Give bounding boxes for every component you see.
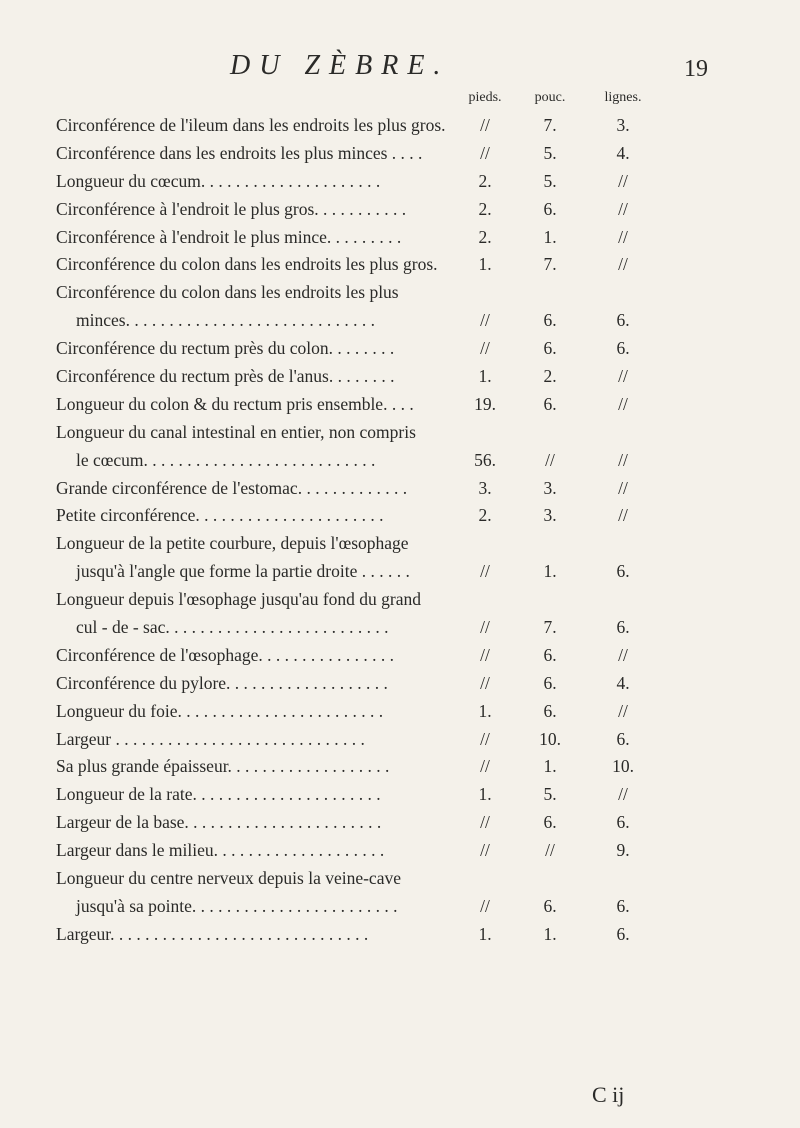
- table-row: [0, 475, 800, 503]
- table-row: [0, 224, 800, 252]
- value-lignes: 6.: [616, 895, 630, 916]
- value-pieds: 2.: [478, 226, 492, 247]
- row-label: Petite circonférence. . . . . . . . . . . . . . . . . . . . . .: [56, 505, 384, 526]
- row-label: Longueur du colon & du rectum pris ensemble. . . .: [56, 393, 414, 414]
- column-header-lignes: lignes.: [604, 90, 642, 105]
- row-label: Circonférence du rectum près du colon. . . . . . . .: [56, 338, 395, 359]
- value-pieds: //: [480, 728, 490, 749]
- value-pieds: //: [480, 756, 490, 777]
- table-row: [0, 530, 800, 558]
- value-pieds: 2.: [478, 170, 492, 191]
- value-lignes: 4.: [616, 142, 630, 163]
- value-lignes: 6.: [616, 338, 630, 359]
- value-lignes: 6.: [616, 812, 630, 833]
- value-lignes: //: [618, 254, 628, 275]
- value-lignes: //: [618, 393, 628, 414]
- value-pouces: 6.: [543, 812, 557, 833]
- table-row: [0, 642, 800, 670]
- table-row: [0, 753, 800, 781]
- value-pouces: 6.: [543, 310, 557, 331]
- row-label: jusqu'à sa pointe. . . . . . . . . . . . . . . . . . . . . . . .: [76, 895, 398, 916]
- row-label: Circonférence du colon dans les endroits les plus: [56, 282, 399, 303]
- value-pieds: //: [480, 840, 490, 861]
- row-label: Longueur du centre nerveux depuis la veine-cave: [56, 868, 401, 889]
- table-row: [0, 558, 800, 586]
- value-lignes: //: [618, 449, 628, 470]
- table-row: [0, 698, 800, 726]
- value-pieds: //: [480, 672, 490, 693]
- value-pouces: 6.: [543, 700, 557, 721]
- value-pouces: 7.: [543, 115, 557, 135]
- value-pieds: 56.: [474, 449, 496, 470]
- value-lignes: //: [618, 170, 628, 191]
- table-row: [0, 447, 800, 475]
- table-row: [0, 865, 800, 893]
- value-pieds: //: [480, 644, 490, 665]
- value-pieds: 1.: [478, 254, 492, 275]
- value-pouces: 6.: [543, 198, 557, 219]
- value-pouces: //: [545, 449, 555, 470]
- row-label: Longueur depuis l'œsophage jusqu'au fond du grand: [56, 589, 421, 610]
- value-pouces: 6.: [543, 644, 557, 665]
- value-lignes: //: [618, 226, 628, 247]
- row-label: Circonférence de l'œsophage. . . . . . . . . . . . . . . .: [56, 644, 394, 665]
- table-row: [0, 586, 800, 614]
- running-head: [0, 50, 800, 90]
- value-lignes: 6.: [616, 923, 630, 944]
- table-row: [0, 391, 800, 419]
- value-pieds: 1.: [478, 366, 492, 387]
- row-label: minces. . . . . . . . . . . . . . . . . . . . . . . . . . . . .: [76, 310, 375, 331]
- value-pouces: 6.: [543, 672, 557, 693]
- value-lignes: 9.: [616, 840, 630, 861]
- value-lignes: //: [618, 784, 628, 805]
- signature-mark: C ij: [592, 1082, 625, 1107]
- row-label: Grande circonférence de l'estomac. . . . . . . . . . . . .: [56, 477, 408, 498]
- page-title: DU ZÈBRE.: [230, 50, 450, 81]
- value-pieds: //: [480, 617, 490, 638]
- value-pieds: 1.: [478, 923, 492, 944]
- table-row: [0, 614, 800, 642]
- value-pouces: 5.: [543, 142, 557, 163]
- table-row: [0, 140, 800, 168]
- value-lignes: //: [618, 644, 628, 665]
- table-row: [0, 809, 800, 837]
- table-row: [0, 279, 800, 307]
- value-pouces: 5.: [543, 784, 557, 805]
- row-label: Circonférence à l'endroit le plus mince. . . . . . . . .: [56, 226, 402, 247]
- row-label: jusqu'à l'angle que forme la partie droite . . . . . .: [76, 561, 410, 582]
- value-pouces: 1.: [543, 226, 557, 247]
- value-pieds: 1.: [478, 700, 492, 721]
- table-row: [0, 726, 800, 754]
- value-pouces: 7.: [543, 617, 557, 638]
- value-lignes: 10.: [612, 756, 634, 777]
- table-row: [0, 837, 800, 865]
- row-label: le cœcum. . . . . . . . . . . . . . . . . . . . . . . . . . .: [76, 449, 376, 470]
- value-pieds: 19.: [474, 393, 496, 414]
- row-label: Largeur . . . . . . . . . . . . . . . . . . . . . . . . . . . . .: [56, 728, 365, 749]
- value-lignes: //: [618, 366, 628, 387]
- table-row: [0, 251, 800, 279]
- table-row: [0, 335, 800, 363]
- row-label: Longueur de la petite courbure, depuis l'œsophage: [56, 533, 409, 554]
- value-pouces: 1.: [543, 756, 557, 777]
- value-pieds: //: [480, 310, 490, 331]
- row-label: Longueur de la rate. . . . . . . . . . . . . . . . . . . . . .: [56, 784, 381, 805]
- table-row: [0, 419, 800, 447]
- value-pouces: 10.: [539, 728, 561, 749]
- value-lignes: 4.: [616, 672, 630, 693]
- table-row: [0, 112, 800, 140]
- value-pouces: 3.: [543, 477, 557, 498]
- value-pieds: //: [480, 561, 490, 582]
- row-label: Longueur du cœcum. . . . . . . . . . . . . . . . . . . . .: [56, 170, 381, 191]
- value-pieds: //: [480, 115, 490, 135]
- value-pouces: //: [545, 840, 555, 861]
- value-pieds: //: [480, 895, 490, 916]
- value-pouces: 3.: [543, 505, 557, 526]
- table-row: [0, 363, 800, 391]
- row-label: Largeur dans le milieu. . . . . . . . . . . . . . . . . . . .: [56, 840, 385, 861]
- row-label: cul - de - sac. . . . . . . . . . . . . . . . . . . . . . . . . .: [76, 617, 389, 638]
- measurement-table: [0, 112, 800, 949]
- row-label: Longueur du foie. . . . . . . . . . . . . . . . . . . . . . . .: [56, 700, 384, 721]
- row-label: Circonférence du colon dans les endroits les plus gros.: [56, 254, 438, 275]
- column-headers: [0, 90, 800, 110]
- value-pieds: //: [480, 142, 490, 163]
- table-row: [0, 893, 800, 921]
- value-lignes: //: [618, 477, 628, 498]
- row-label: Largeur de la base. . . . . . . . . . . . . . . . . . . . . . .: [56, 812, 382, 833]
- value-lignes: 6.: [616, 561, 630, 582]
- table-row: [0, 921, 800, 949]
- value-pieds: 1.: [478, 784, 492, 805]
- value-lignes: //: [618, 505, 628, 526]
- value-pouces: 1.: [543, 561, 557, 582]
- row-label: Longueur du canal intestinal en entier, non compris: [56, 421, 416, 442]
- table-row: [0, 168, 800, 196]
- value-pouces: 2.: [543, 366, 557, 387]
- table-row: [0, 196, 800, 224]
- value-lignes: 6.: [616, 617, 630, 638]
- value-pouces: 6.: [543, 338, 557, 359]
- value-lignes: //: [618, 198, 628, 219]
- row-label: Sa plus grande épaisseur. . . . . . . . . . . . . . . . . . .: [56, 756, 390, 777]
- value-pieds: 2.: [478, 505, 492, 526]
- value-lignes: 6.: [616, 728, 630, 749]
- value-pieds: //: [480, 338, 490, 359]
- row-label: Circonférence du pylore. . . . . . . . . . . . . . . . . . .: [56, 672, 388, 693]
- row-label: Circonférence à l'endroit le plus gros. . . . . . . . . . .: [56, 198, 407, 219]
- value-pouces: 1.: [543, 923, 557, 944]
- row-label: Circonférence de l'ileum dans les endroits les plus gros.: [56, 115, 446, 135]
- column-header-pieds: pieds.: [468, 90, 502, 105]
- value-lignes: 3.: [616, 115, 630, 135]
- value-lignes: //: [618, 700, 628, 721]
- table-row: [0, 670, 800, 698]
- page-number: 19: [684, 56, 708, 82]
- value-pieds: 3.: [478, 477, 492, 498]
- value-pouces: 6.: [543, 393, 557, 414]
- table-row: [0, 502, 800, 530]
- row-label: Circonférence du rectum près de l'anus. . . . . . . .: [56, 366, 395, 387]
- table-row: [0, 307, 800, 335]
- value-pieds: 2.: [478, 198, 492, 219]
- value-pieds: //: [480, 812, 490, 833]
- value-pouces: 7.: [543, 254, 557, 275]
- value-pouces: 5.: [543, 170, 557, 191]
- row-label: Circonférence dans les endroits les plus minces . . . .: [56, 142, 423, 163]
- value-pouces: 6.: [543, 895, 557, 916]
- row-label: Largeur. . . . . . . . . . . . . . . . . . . . . . . . . . . . . .: [56, 923, 369, 944]
- column-header-pouces: pouc.: [534, 90, 566, 105]
- table-row: [0, 781, 800, 809]
- value-lignes: 6.: [616, 310, 630, 331]
